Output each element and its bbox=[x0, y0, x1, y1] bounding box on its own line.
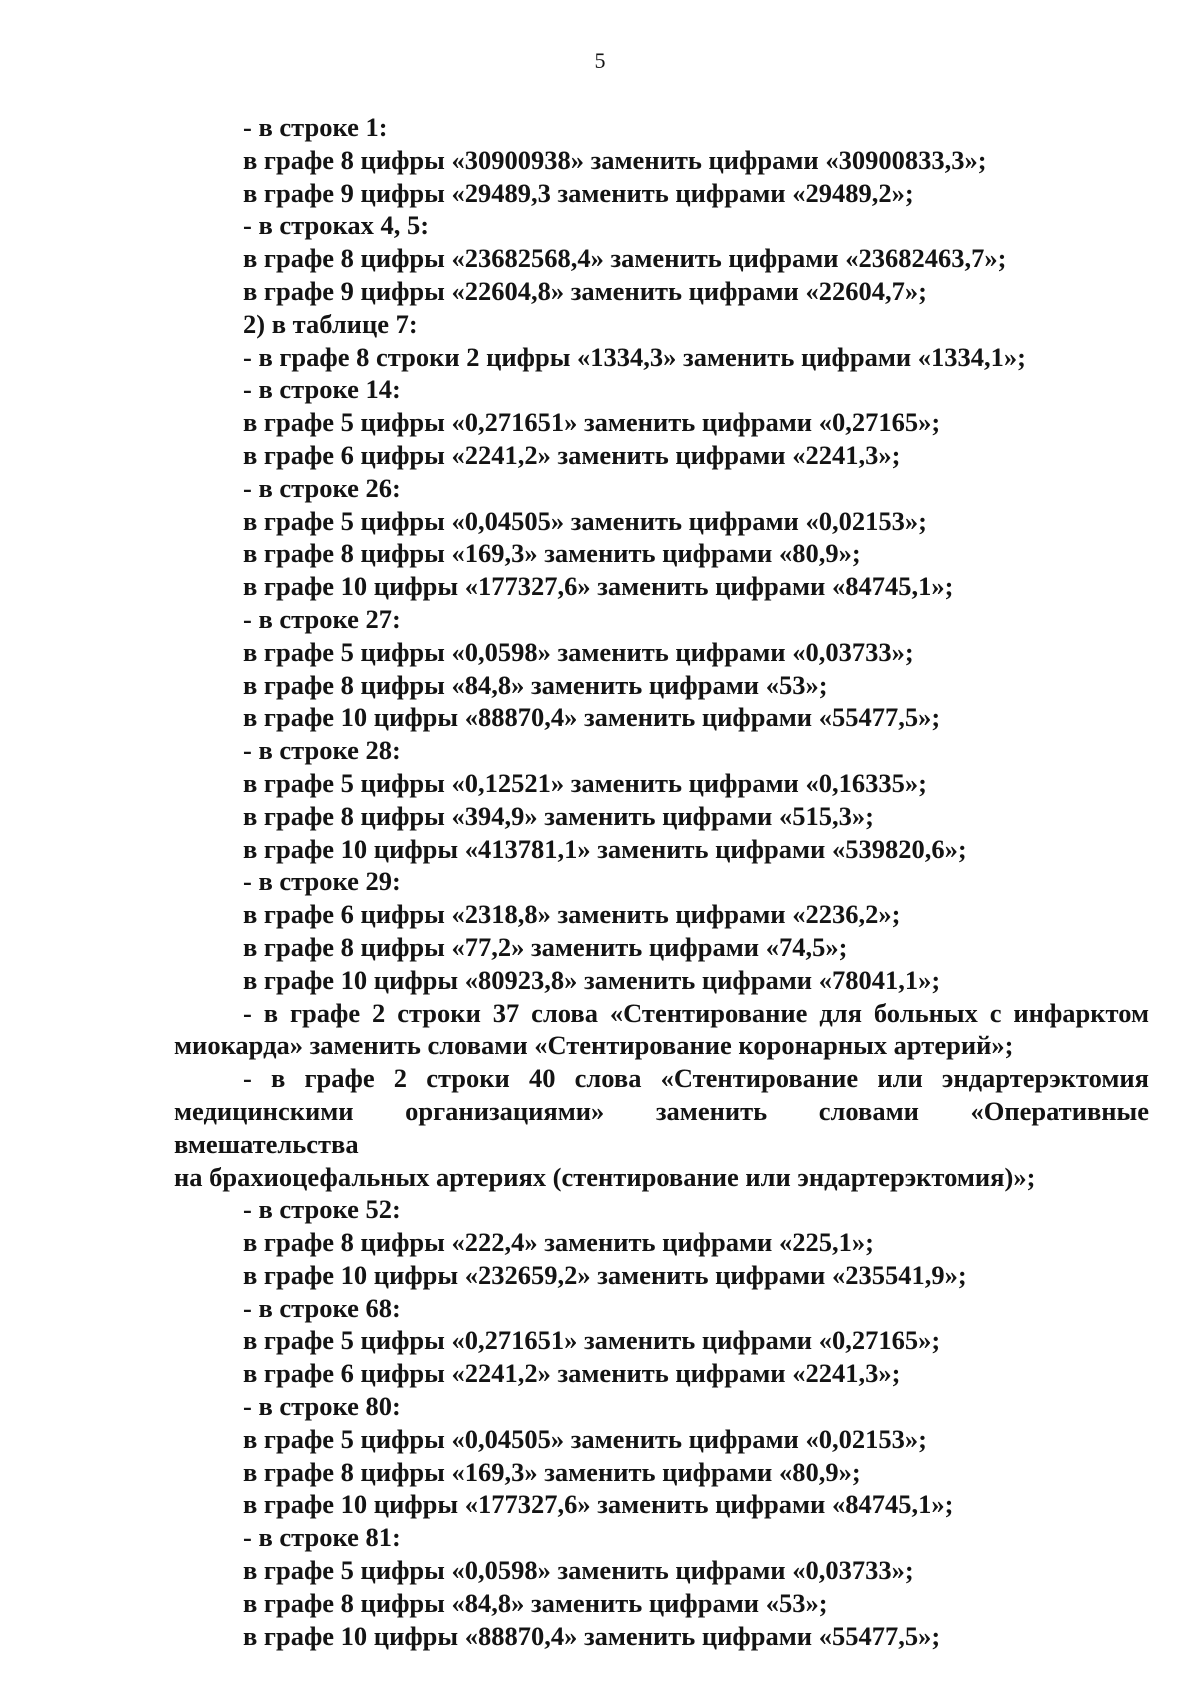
text-line: в графе 8 цифры «169,3» заменить цифрами «80,9»; bbox=[243, 1456, 861, 1487]
text-line: в графе 8 цифры «84,8» заменить цифрами «53»; bbox=[243, 1587, 828, 1618]
paragraph-first-line: - в графе 2 строки 37 слова «Стентирование для больных с инфарктом bbox=[243, 997, 1149, 1028]
text-line: - в строке 68: bbox=[243, 1292, 401, 1323]
text-line: - в строке 52: bbox=[243, 1194, 401, 1225]
text-line: в графе 5 цифры «0,0598» заменить цифрами «0,03733»; bbox=[243, 1555, 914, 1586]
page-number: 5 bbox=[594, 48, 606, 73]
text-line: - в строке 28: bbox=[243, 735, 401, 766]
text-line: - в строке 29: bbox=[243, 866, 401, 897]
text-line: в графе 6 цифры «2241,2» заменить цифрами «2241,3»; bbox=[243, 1358, 901, 1389]
text-line: - в строке 27: bbox=[243, 603, 401, 634]
text-line: - в строке 1: bbox=[243, 112, 388, 142]
text-line: в графе 5 цифры «0,271651» заменить цифрами «0,27165»; bbox=[243, 1325, 941, 1356]
text-line: в графе 8 цифры «169,3» заменить цифрами «80,9»; bbox=[243, 538, 861, 569]
text-line: в графе 8 цифры «30900938» заменить цифрами «30900833,3»; bbox=[243, 144, 987, 175]
text-line: в графе 5 цифры «0,0598» заменить цифрами «0,03733»; bbox=[243, 636, 914, 667]
text-line: 2) в таблице 7: bbox=[243, 308, 418, 339]
text-line: в графе 5 цифры «0,04505» заменить цифрами «0,02153»; bbox=[243, 1423, 927, 1454]
text-line: в графе 6 цифры «2241,2» заменить цифрами «2241,3»; bbox=[243, 439, 901, 470]
text-line: в графе 10 цифры «177327,6» заменить цифрами «84745,1»; bbox=[243, 1489, 954, 1520]
text-line: в графе 10 цифры «88870,4» заменить цифрами «55477,5»; bbox=[243, 1620, 941, 1651]
document-body bbox=[174, 111, 1149, 1652]
text-line: в графе 9 цифры «29489,3 заменить цифрами «29489,2»; bbox=[243, 177, 914, 208]
text-line: в графе 10 цифры «88870,4» заменить цифрами «55477,5»; bbox=[243, 702, 941, 733]
text-line: в графе 8 цифры «77,2» заменить цифрами «74,5»; bbox=[243, 931, 848, 962]
text-line: на брахиоцефальных артериях (стентирование или эндартерэктомия)»; bbox=[174, 1161, 1036, 1192]
text-line: в графе 8 цифры «222,4» заменить цифрами «225,1»; bbox=[243, 1227, 874, 1258]
text-line: - в строке 81: bbox=[243, 1522, 401, 1553]
text-line: в графе 5 цифры «0,271651» заменить цифрами «0,27165»; bbox=[243, 407, 941, 438]
text-line: в графе 5 цифры «0,04505» заменить цифрами «0,02153»; bbox=[243, 505, 927, 536]
text-line: - в строке 80: bbox=[243, 1391, 401, 1422]
text-line: - в строке 26: bbox=[243, 472, 401, 503]
text-line: в графе 10 цифры «232659,2» заменить цифрами «235541,9»; bbox=[243, 1259, 967, 1290]
text-line: в графе 8 цифры «23682568,4» заменить цифрами «23682463,7»; bbox=[243, 243, 1007, 274]
text-line: в графе 10 цифры «177327,6» заменить цифрами «84745,1»; bbox=[243, 571, 954, 602]
text-line: в графе 8 цифры «394,9» заменить цифрами «515,3»; bbox=[243, 800, 874, 831]
paragraph-first-line: - в графе 2 строки 40 слова «Стентирование или эндартерэктомия bbox=[243, 1063, 1149, 1094]
text-line: - в строке 14: bbox=[243, 374, 401, 405]
text-line: миокарда» заменить словами «Стентирование коронарных артерий»; bbox=[174, 1030, 1014, 1061]
text-line: в графе 6 цифры «2318,8» заменить цифрами «2236,2»; bbox=[243, 899, 901, 930]
text-line: в графе 10 цифры «413781,1» заменить цифрами «539820,6»; bbox=[243, 833, 967, 864]
text-line: в графе 10 цифры «80923,8» заменить цифрами «78041,1»; bbox=[243, 964, 941, 995]
text-line: в графе 5 цифры «0,12521» заменить цифрами «0,16335»; bbox=[243, 767, 927, 798]
text-line: - в графе 8 строки 2 цифры «1334,3» заменить цифрами «1334,1»; bbox=[243, 341, 1026, 372]
text-line: медицинскими организациями» заменить словами «Оперативные вмешательства bbox=[174, 1095, 1149, 1159]
text-line: в графе 8 цифры «84,8» заменить цифрами «53»; bbox=[243, 669, 828, 700]
text-line: в графе 9 цифры «22604,8» заменить цифрами «22604,7»; bbox=[243, 275, 927, 306]
text-line: - в строках 4, 5: bbox=[243, 210, 430, 241]
